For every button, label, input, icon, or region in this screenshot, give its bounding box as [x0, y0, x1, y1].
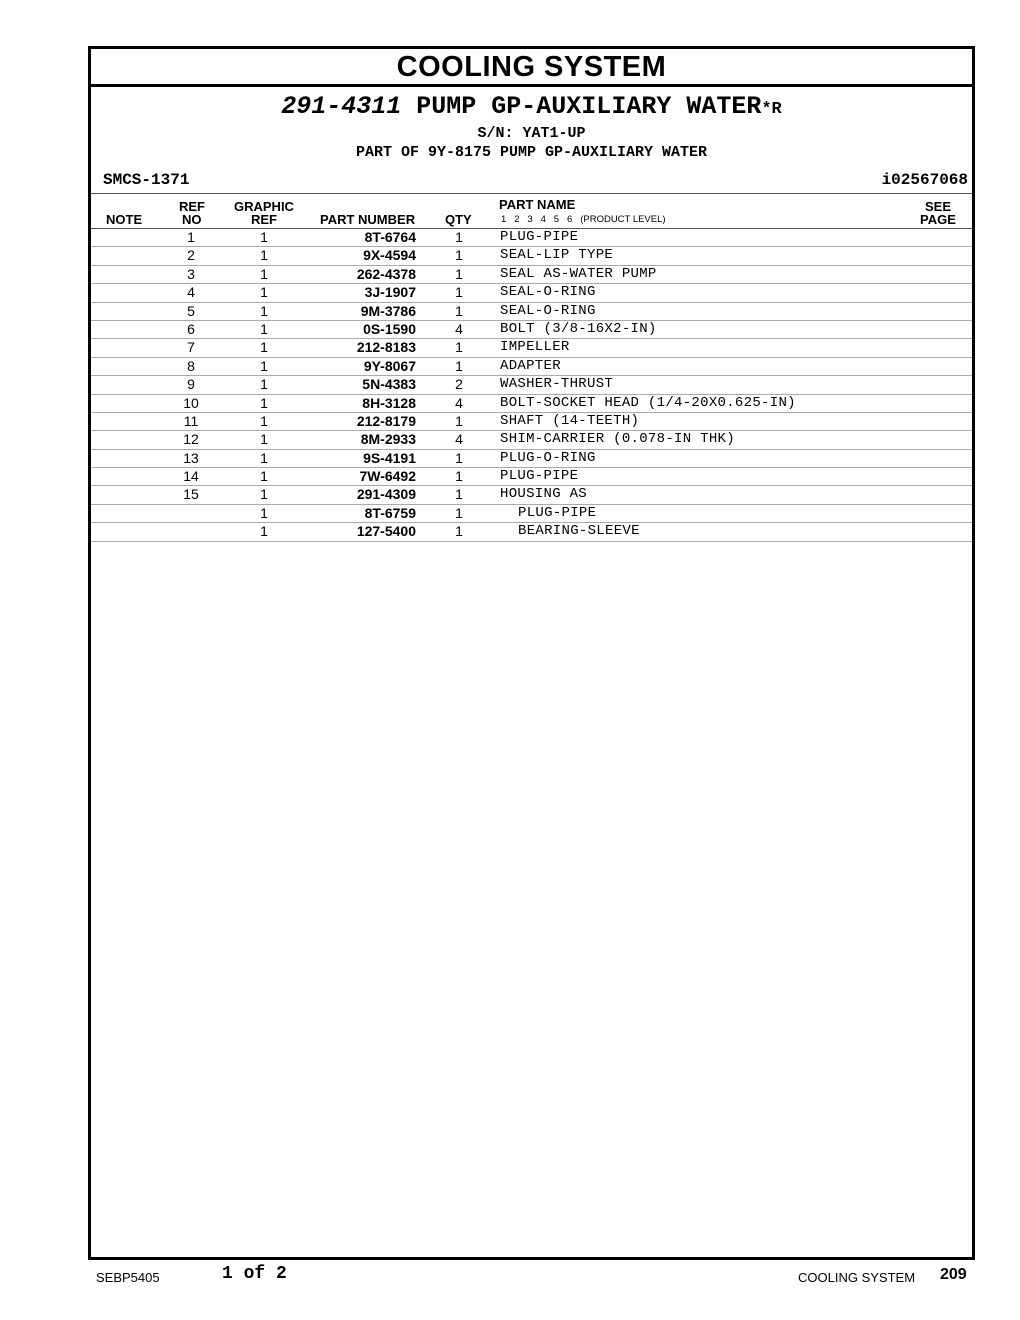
quantity: 1	[455, 284, 463, 301]
quantity: 1	[455, 412, 463, 429]
ref-no: 7	[187, 339, 195, 356]
quantity: 1	[455, 523, 463, 540]
graphic-ref: 1	[260, 449, 268, 466]
table-row	[91, 486, 972, 504]
graphic-ref: 1	[260, 376, 268, 393]
graphic-ref: 1	[260, 229, 268, 245]
graphic-ref: 1	[260, 412, 268, 429]
ref-no: 6	[187, 320, 195, 337]
part-name: WASHER-THRUST	[500, 376, 614, 393]
ref-no: 4	[187, 284, 195, 301]
quantity: 1	[455, 229, 463, 245]
table-row	[91, 229, 972, 247]
quantity: 4	[455, 431, 463, 448]
part-number: 9S-4191	[363, 449, 416, 466]
part-name: PLUG-O-RING	[500, 449, 596, 466]
part-name: SEAL AS-WATER PUMP	[500, 265, 657, 282]
ref-no: 9	[187, 376, 195, 393]
ref-no: 14	[183, 468, 199, 485]
ref-no: 15	[183, 486, 199, 503]
part-name: BOLT (3/8-16X2-IN)	[500, 320, 657, 337]
part-name: ADAPTER	[500, 357, 561, 374]
serial-range: S/N: YAT1-UP	[477, 125, 586, 142]
part-name: BOLT-SOCKET HEAD (1/4-20X0.625-IN)	[500, 394, 796, 411]
quantity: 1	[455, 339, 463, 356]
quantity: 1	[455, 504, 463, 521]
section-title: COOLING SYSTEM	[91, 49, 972, 87]
col-graphic-bottom: REF	[251, 212, 277, 227]
col-part-number: PART NUMBER	[320, 212, 416, 227]
illustration-id: i02567068	[881, 171, 968, 189]
graphic-ref: 1	[260, 357, 268, 374]
part-number: 127-5400	[356, 523, 416, 540]
table-row	[91, 284, 972, 302]
part-number: 8H-3128	[362, 394, 416, 411]
part-number: 9X-4594	[363, 247, 416, 264]
col-qty: QTY	[445, 212, 472, 227]
col-see-top: SEE	[925, 199, 952, 214]
part-name: PLUG-PIPE	[500, 468, 579, 485]
col-see-bottom: PAGE	[920, 212, 956, 227]
smcs-code: SMCS-1371	[103, 171, 190, 189]
smcs-row	[91, 169, 972, 194]
table-row	[91, 247, 972, 265]
graphic-ref: 1	[260, 468, 268, 485]
part-number: 212-8183	[356, 339, 416, 356]
ref-no: 13	[183, 449, 199, 466]
part-name: SHIM-CARRIER (0.078-IN THK)	[500, 431, 735, 448]
table-row	[91, 468, 972, 486]
table-row	[91, 523, 972, 541]
group-suffix: *R	[761, 100, 782, 119]
quantity: 1	[455, 247, 463, 264]
col-part-name: PART NAME	[499, 197, 576, 212]
footer-page-of: 1 of 2	[222, 1264, 287, 1284]
graphic-ref: 1	[260, 394, 268, 411]
table-row	[91, 358, 972, 376]
quantity: 1	[455, 468, 463, 485]
table-row	[91, 413, 972, 431]
footer-doc-number: SEBP5405	[96, 1270, 160, 1285]
col-graphic-top: GRAPHIC	[234, 199, 294, 214]
col-ref-bottom: NO	[182, 212, 202, 227]
part-name: BEARING-SLEEVE	[518, 523, 640, 540]
graphic-ref: 1	[260, 486, 268, 503]
graphic-ref: 1	[260, 265, 268, 282]
part-number: 3J-1907	[364, 284, 416, 301]
part-number: 7W-6492	[359, 468, 416, 485]
quantity: 1	[455, 449, 463, 466]
graphic-ref: 1	[260, 523, 268, 540]
graphic-ref: 1	[260, 320, 268, 337]
page-footer	[0, 1264, 1020, 1290]
part-number: 9Y-8067	[363, 357, 416, 374]
graphic-ref: 1	[260, 284, 268, 301]
part-of-line: PART OF 9Y-8175 PUMP GP-AUXILIARY WATER	[355, 144, 708, 161]
ref-no: 1	[187, 229, 195, 245]
footer-page-number: 209	[940, 1266, 967, 1283]
parts-list	[91, 229, 972, 542]
ref-no: 12	[183, 431, 199, 448]
table-row	[91, 395, 972, 413]
ref-no: 5	[187, 302, 195, 319]
group-number: 291-4311	[281, 92, 402, 121]
ref-no: 3	[187, 265, 195, 282]
part-name: PLUG-PIPE	[518, 504, 597, 521]
ref-no: 2	[187, 247, 195, 264]
col-ref-top: REF	[179, 199, 205, 214]
quantity: 4	[455, 320, 463, 337]
parts-page-frame	[88, 46, 975, 1260]
table-row	[91, 505, 972, 523]
column-headers	[91, 194, 972, 229]
group-title	[91, 93, 972, 124]
part-number: 262-4378	[356, 265, 416, 282]
quantity: 1	[455, 486, 463, 503]
graphic-ref: 1	[260, 339, 268, 356]
quantity: 1	[455, 357, 463, 374]
part-number: 9M-3786	[360, 302, 416, 319]
part-number: 8T-6759	[364, 504, 416, 521]
ref-no: 10	[183, 394, 199, 411]
table-row	[91, 339, 972, 357]
ref-no: 11	[183, 412, 199, 429]
part-name: HOUSING AS	[500, 486, 588, 503]
table-row	[91, 431, 972, 449]
part-name: SEAL-LIP TYPE	[500, 247, 614, 264]
col-note: NOTE	[106, 212, 143, 227]
table-row	[91, 376, 972, 394]
quantity: 1	[455, 265, 463, 282]
quantity: 4	[455, 394, 463, 411]
part-number: 212-8179	[356, 412, 416, 429]
part-number: 291-4309	[356, 486, 416, 503]
part-name: SHAFT (14-TEETH)	[500, 412, 640, 429]
table-row	[91, 303, 972, 321]
part-number: 8T-6764	[364, 229, 416, 245]
footer-section: COOLING SYSTEM	[798, 1270, 916, 1285]
table-row	[91, 266, 972, 284]
table-row	[91, 450, 972, 468]
part-number: 0S-1590	[363, 320, 416, 337]
part-name: IMPELLER	[500, 339, 570, 356]
col-product-levels: 1 2 3 4 5 6 (PRODUCT LEVEL)	[501, 214, 666, 225]
part-name: PLUG-PIPE	[500, 229, 579, 245]
quantity: 2	[455, 376, 463, 393]
group-name: PUMP GP-AUXILIARY WATER	[416, 92, 762, 121]
graphic-ref: 1	[260, 302, 268, 319]
part-name: SEAL-O-RING	[500, 302, 596, 319]
graphic-ref: 1	[260, 431, 268, 448]
quantity: 1	[455, 302, 463, 319]
ref-no: 8	[187, 357, 195, 374]
table-row	[91, 321, 972, 339]
graphic-ref: 1	[260, 504, 268, 521]
graphic-ref: 1	[260, 247, 268, 264]
part-number: 5N-4383	[362, 376, 416, 393]
part-name: SEAL-O-RING	[500, 284, 596, 301]
part-number: 8M-2933	[360, 431, 416, 448]
